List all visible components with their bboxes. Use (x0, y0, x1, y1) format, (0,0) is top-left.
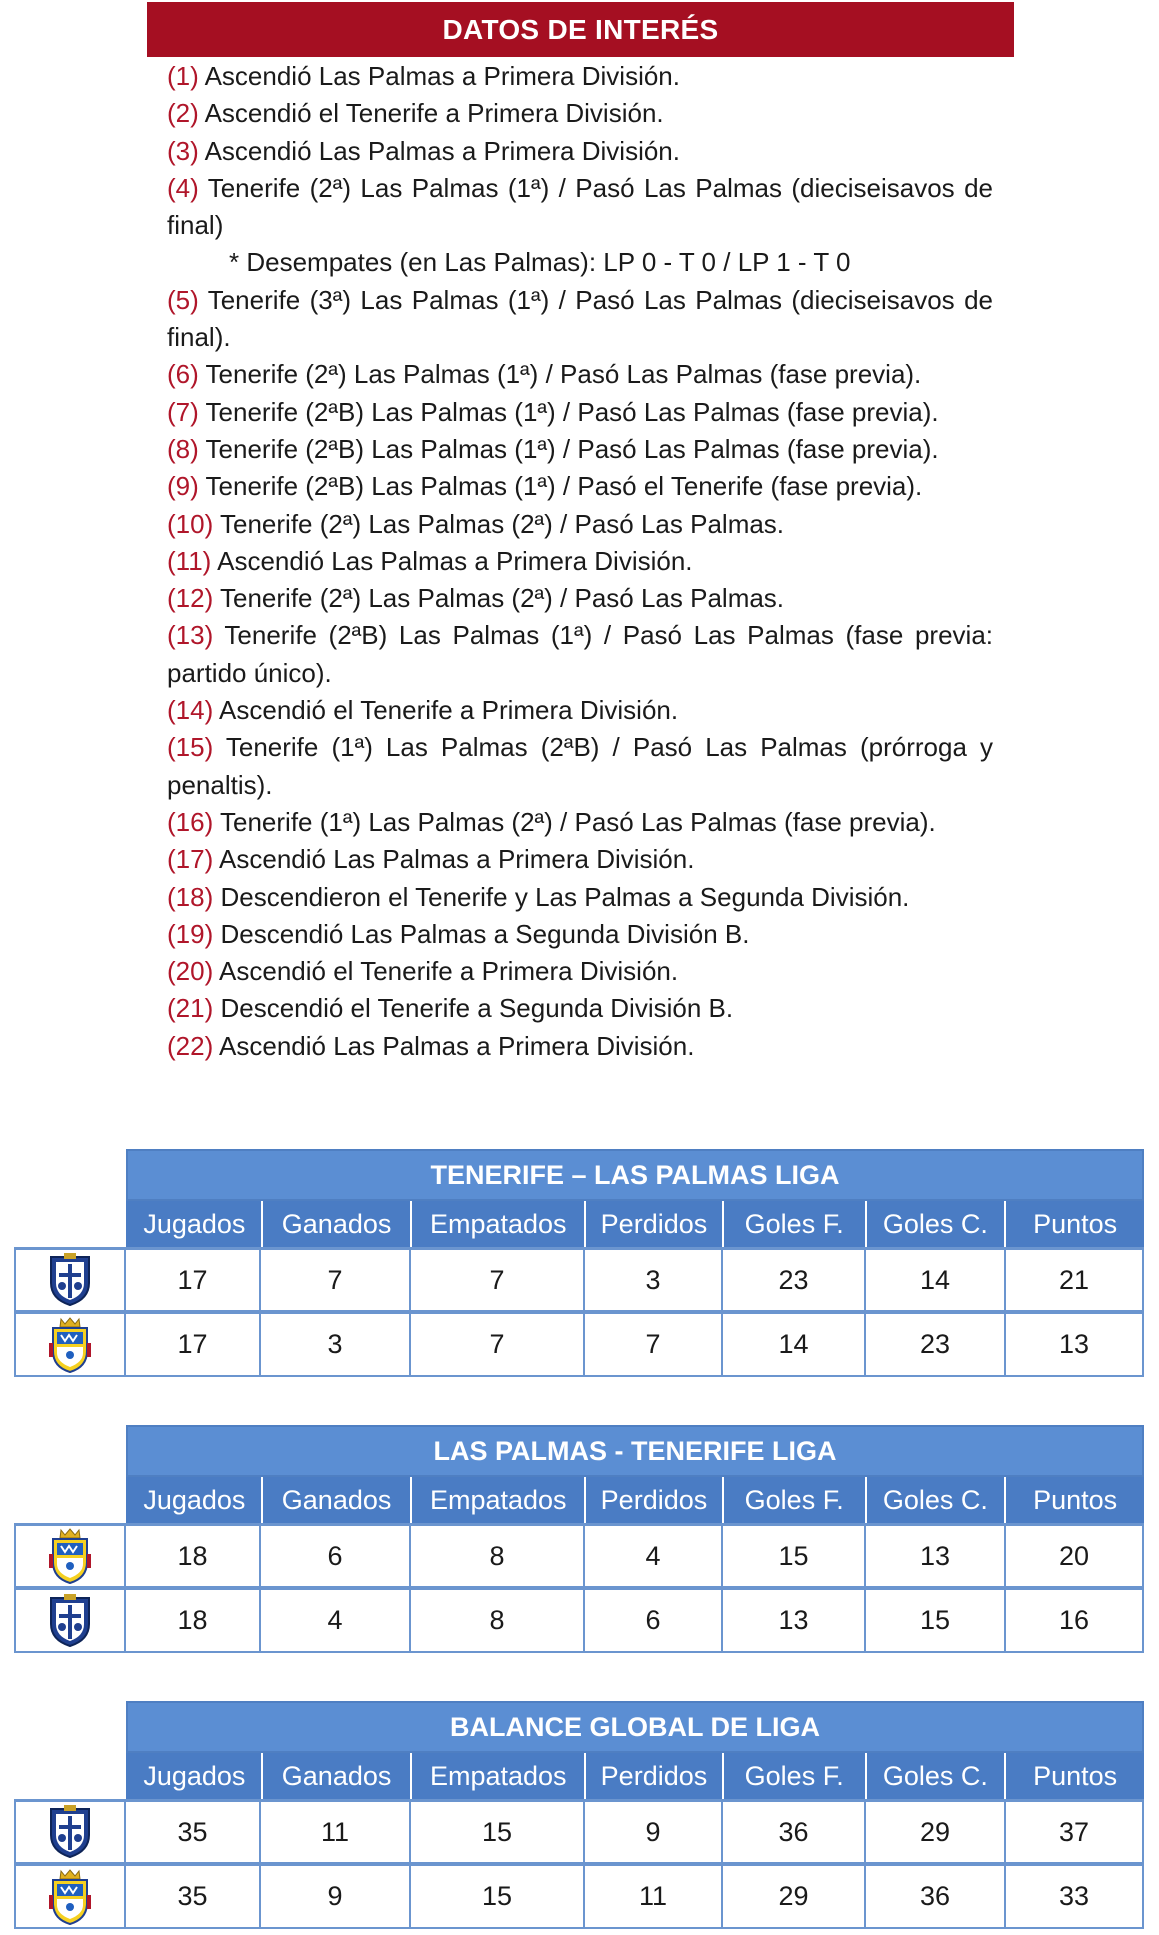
cell-col-puntos: 37 (1006, 1799, 1144, 1864)
cell-col-goles-c: 13 (866, 1523, 1006, 1588)
note-text: Descendió el Tenerife a Segunda División B. (213, 993, 734, 1024)
section-header (147, 2, 1014, 57)
note-item (167, 953, 993, 990)
note-number: (17) (167, 844, 214, 875)
note-text: Descendieron el Tenerife y Las Palmas a Segunda División. (213, 881, 910, 912)
note-item (167, 879, 993, 916)
cell-col-puntos: 13 (1006, 1312, 1144, 1377)
table-global-balance (14, 1701, 1144, 1929)
table-header-row (126, 1477, 1144, 1523)
note-text: Ascendió Las Palmas a Primera División. (213, 844, 695, 875)
note-number: (10) (167, 508, 214, 539)
las-palmas-crest-icon (14, 1523, 126, 1588)
cell-col-goles-c: 15 (866, 1588, 1006, 1653)
cell-col-jugados: 18 (126, 1588, 261, 1653)
header-col-puntos: Puntos (1033, 1760, 1118, 1791)
note-item (167, 170, 993, 245)
note-number: (22) (167, 1030, 214, 1061)
cell-col-ganados: 4 (261, 1588, 411, 1653)
note-text: Tenerife (2ª) Las Palmas (2ª) / Pasó Las Palmas. (213, 508, 785, 539)
cell-col-ganados: 7 (261, 1247, 411, 1312)
cell-col-jugados: 18 (126, 1523, 261, 1588)
cell-col-perdidos: 9 (585, 1799, 723, 1864)
table-header-row (126, 1201, 1144, 1247)
note-number: (6) (167, 359, 199, 390)
note-text: Tenerife (2ªB) Las Palmas (1ª) / Pasó Las Palmas (fase previa). (198, 396, 939, 427)
note-number: (13) (167, 620, 214, 651)
cell-col-ganados: 11 (261, 1799, 411, 1864)
cell-col-empatados: 8 (411, 1523, 585, 1588)
table-tenerife-las-palmas (14, 1149, 1144, 1377)
header-col-perdidos: Perdidos (586, 1477, 724, 1523)
note-text: Tenerife (2ªB) Las Palmas (1ª) / Pasó Las Palmas (fase previa). (198, 433, 939, 464)
cell-col-goles-c: 14 (866, 1247, 1006, 1312)
cell-col-perdidos: 11 (585, 1864, 723, 1929)
note-item (167, 394, 993, 431)
header-col-goles-c: Goles C. (867, 1477, 1007, 1523)
cell-col-empatados: 8 (411, 1588, 585, 1653)
note-item (167, 282, 993, 357)
note-text: Tenerife (2ª) Las Palmas (1ª) / Pasó Las Palmas (fase previa). (198, 359, 922, 390)
note-text: Ascendió el Tenerife a Primera División. (213, 695, 679, 726)
tenerife-crest-icon (14, 1588, 126, 1653)
cell-col-goles-c: 23 (866, 1312, 1006, 1377)
cell-col-ganados: 3 (261, 1312, 411, 1377)
note-item (167, 506, 993, 543)
note-text: * Desempates (en Las Palmas): LP 0 - T 0 / LP 1 - T 0 (229, 247, 851, 278)
header-col-ganados: Ganados (263, 1201, 413, 1247)
note-item (167, 617, 993, 692)
header-col-perdidos: Perdidos (586, 1201, 724, 1247)
cell-col-goles-c: 29 (866, 1799, 1006, 1864)
note-item (167, 1028, 993, 1065)
note-number: (21) (167, 993, 214, 1024)
table-row (14, 1523, 1144, 1588)
cell-col-ganados: 9 (261, 1864, 411, 1929)
table-title: TENERIFE – LAS PALMAS LIGA (126, 1149, 1144, 1201)
note-number: (18) (167, 881, 214, 912)
cell-col-goles-f: 14 (723, 1312, 866, 1377)
header-col-goles-c: Goles C. (867, 1753, 1007, 1799)
las-palmas-crest-icon (14, 1864, 126, 1929)
header-col-goles-f: Goles F. (724, 1753, 867, 1799)
cell-col-goles-c: 36 (866, 1864, 1006, 1929)
note-item (167, 244, 993, 281)
table-header-row (126, 1753, 1144, 1799)
note-text: Tenerife (2ª) Las Palmas (1ª) / Pasó Las Palmas (dieciseisavos de final) (167, 172, 993, 241)
note-item (167, 95, 993, 132)
tenerife-crest-icon (14, 1799, 126, 1864)
note-number: (19) (167, 918, 214, 949)
table-title: BALANCE GLOBAL DE LIGA (126, 1701, 1144, 1753)
cell-col-goles-f: 13 (723, 1588, 866, 1653)
table-row (14, 1799, 1144, 1864)
note-item (167, 468, 993, 505)
cell-col-puntos: 21 (1006, 1247, 1144, 1312)
note-item (167, 543, 993, 580)
note-item (167, 580, 993, 617)
note-text: Tenerife (3ª) Las Palmas (1ª) / Pasó Las Palmas (dieciseisavos de final). (167, 284, 993, 353)
note-item (167, 916, 993, 953)
note-number: (9) (167, 471, 199, 502)
note-text: Ascendió Las Palmas a Primera División. (198, 61, 680, 91)
note-text: Tenerife (2ª) Las Palmas (2ª) / Pasó Las Palmas. (213, 583, 785, 614)
cell-col-puntos: 16 (1006, 1588, 1144, 1653)
cell-col-goles-f: 36 (723, 1799, 866, 1864)
cell-col-perdidos: 6 (585, 1588, 723, 1653)
note-number: (15) (167, 732, 214, 763)
cell-col-goles-f: 15 (723, 1523, 866, 1588)
notes-list (167, 58, 993, 1065)
header-col-goles-c: Goles C. (867, 1201, 1007, 1247)
section-title: DATOS DE INTERÉS (442, 13, 719, 45)
cell-col-jugados: 17 (126, 1312, 261, 1377)
table-las-palmas-tenerife (14, 1425, 1144, 1653)
table-title: LAS PALMAS - TENERIFE LIGA (126, 1425, 1144, 1477)
note-number: (8) (167, 433, 199, 464)
note-number: (20) (167, 956, 214, 987)
note-text: Descendió Las Palmas a Segunda División B. (213, 918, 750, 949)
cell-col-goles-f: 23 (723, 1247, 866, 1312)
header-col-jugados: Jugados (128, 1753, 263, 1799)
cell-col-ganados: 6 (261, 1523, 411, 1588)
note-number: (3) (167, 135, 199, 166)
note-item (167, 431, 993, 468)
note-item (167, 729, 993, 804)
table-row (14, 1588, 1144, 1653)
note-item (167, 58, 993, 95)
cell-col-empatados: 15 (411, 1864, 585, 1929)
cell-col-perdidos: 4 (585, 1523, 723, 1588)
note-number: (4) (167, 172, 199, 203)
note-number: (2) (167, 98, 199, 129)
note-number: (12) (167, 583, 214, 614)
note-text: Ascendió el Tenerife a Primera División. (198, 98, 664, 129)
note-text: Ascendió Las Palmas a Primera División. (213, 1030, 695, 1061)
header-col-puntos: Puntos (1033, 1484, 1118, 1515)
header-col-empatados: Empatados (412, 1201, 586, 1247)
cell-col-empatados: 7 (411, 1312, 585, 1377)
header-col-goles-f: Goles F. (724, 1201, 867, 1247)
note-text: Ascendió Las Palmas a Primera División. (198, 135, 680, 166)
note-item (167, 841, 993, 878)
cell-col-puntos: 20 (1006, 1523, 1144, 1588)
cell-col-empatados: 7 (411, 1247, 585, 1312)
cell-col-jugados: 35 (126, 1799, 261, 1864)
cell-col-perdidos: 7 (585, 1312, 723, 1377)
header-col-jugados: Jugados (128, 1477, 263, 1523)
header-col-jugados: Jugados (128, 1201, 263, 1247)
note-item (167, 133, 993, 170)
header-col-perdidos: Perdidos (586, 1753, 724, 1799)
table-row (14, 1247, 1144, 1312)
note-number: (16) (167, 806, 214, 837)
header-col-ganados: Ganados (263, 1753, 413, 1799)
header-col-empatados: Empatados (412, 1753, 586, 1799)
note-text: Tenerife (1ª) Las Palmas (2ª) / Pasó Las Palmas (fase previa). (213, 806, 936, 837)
cell-col-jugados: 35 (126, 1864, 261, 1929)
note-item (167, 990, 993, 1027)
note-text: Ascendió el Tenerife a Primera División. (213, 956, 679, 987)
note-number: (7) (167, 396, 199, 427)
note-item (167, 692, 993, 729)
cell-col-jugados: 17 (126, 1247, 261, 1312)
cell-col-goles-f: 29 (723, 1864, 866, 1929)
las-palmas-crest-icon (14, 1312, 126, 1377)
table-row (14, 1312, 1144, 1377)
note-number: (5) (167, 284, 199, 315)
note-number: (11) (167, 545, 212, 576)
note-number: (1) (167, 61, 199, 91)
table-row (14, 1864, 1144, 1929)
tenerife-crest-icon (14, 1247, 126, 1312)
note-number: (14) (167, 695, 214, 726)
header-col-goles-f: Goles F. (724, 1477, 867, 1523)
note-text: Tenerife (1ª) Las Palmas (2ªB) / Pasó Las Palmas (prórroga y penaltis). (167, 732, 993, 800)
header-col-empatados: Empatados (412, 1477, 586, 1523)
header-col-ganados: Ganados (263, 1477, 413, 1523)
note-item (167, 356, 993, 393)
note-text: Ascendió Las Palmas a Primera División. (211, 545, 693, 576)
cell-col-puntos: 33 (1006, 1864, 1144, 1929)
cell-col-perdidos: 3 (585, 1247, 723, 1312)
cell-col-empatados: 15 (411, 1799, 585, 1864)
note-text: Tenerife (2ªB) Las Palmas (1ª) / Pasó Las Palmas (fase previa: partido único). (167, 620, 993, 688)
note-text: Tenerife (2ªB) Las Palmas (1ª) / Pasó el Tenerife (fase previa). (198, 471, 923, 502)
header-col-puntos: Puntos (1033, 1208, 1118, 1239)
note-item (167, 804, 993, 841)
